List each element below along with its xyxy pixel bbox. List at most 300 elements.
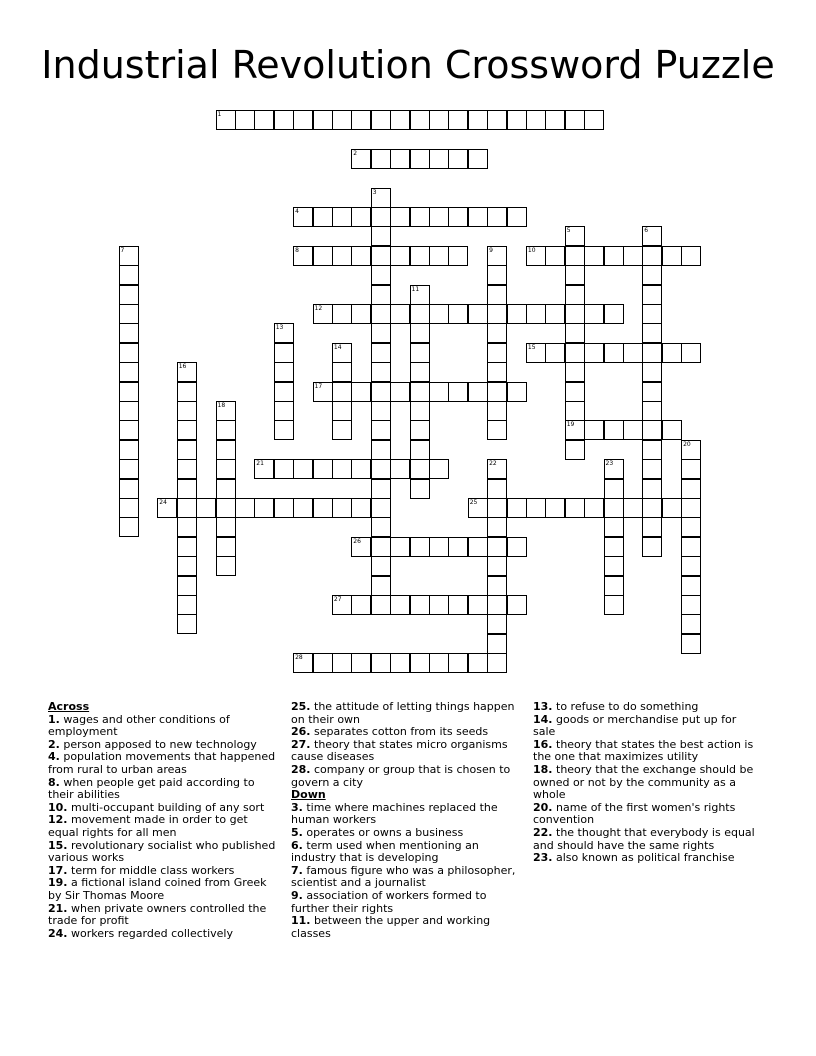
grid-cell[interactable] xyxy=(332,382,352,402)
grid-cell[interactable] xyxy=(351,653,371,673)
grid-cell[interactable] xyxy=(565,110,585,130)
grid-cell[interactable] xyxy=(351,304,371,324)
grid-cell[interactable] xyxy=(468,304,488,324)
grid-cell[interactable] xyxy=(429,459,449,479)
grid-cell[interactable] xyxy=(642,285,662,305)
grid-cell[interactable] xyxy=(274,110,294,130)
grid-cell[interactable] xyxy=(507,498,527,518)
grid-cell[interactable] xyxy=(545,110,565,130)
grid-cell[interactable] xyxy=(371,285,391,305)
grid-cell[interactable] xyxy=(681,556,701,576)
clue-number: 3 xyxy=(372,188,377,196)
grid-cell[interactable] xyxy=(216,440,236,460)
grid-cell[interactable] xyxy=(390,595,410,615)
grid-cell[interactable] xyxy=(177,556,197,576)
grid-cell[interactable] xyxy=(332,343,352,363)
grid-cell[interactable] xyxy=(642,382,662,402)
grid-cell[interactable] xyxy=(274,498,294,518)
grid-cell[interactable] xyxy=(468,537,488,557)
grid-cell[interactable] xyxy=(293,498,313,518)
grid-cell[interactable] xyxy=(429,653,449,673)
grid-cell[interactable] xyxy=(410,595,430,615)
grid-cell[interactable] xyxy=(507,110,527,130)
grid-cell[interactable] xyxy=(274,323,294,343)
grid-cell[interactable] xyxy=(507,595,527,615)
grid-cell[interactable] xyxy=(429,537,449,557)
grid-cell[interactable] xyxy=(623,420,643,440)
grid-cell[interactable] xyxy=(681,576,701,596)
grid-cell[interactable] xyxy=(468,110,488,130)
down-clue xyxy=(533,827,761,852)
grid-cell[interactable] xyxy=(254,110,274,130)
grid-cell[interactable] xyxy=(119,517,139,537)
grid-cell[interactable] xyxy=(390,304,410,324)
grid-cell[interactable] xyxy=(448,149,468,169)
grid-cell[interactable] xyxy=(177,537,197,557)
grid-cell[interactable] xyxy=(487,382,507,402)
grid-cell[interactable] xyxy=(429,246,449,266)
grid-cell[interactable] xyxy=(177,382,197,402)
grid-cell[interactable] xyxy=(448,595,468,615)
grid-cell[interactable] xyxy=(487,479,507,499)
grid-cell[interactable] xyxy=(254,498,274,518)
grid-cell[interactable] xyxy=(274,420,294,440)
grid-cell[interactable] xyxy=(448,246,468,266)
grid-cell[interactable] xyxy=(487,362,507,382)
grid-cell[interactable] xyxy=(526,343,546,363)
grid-cell[interactable] xyxy=(604,420,624,440)
grid-cell[interactable] xyxy=(410,479,430,499)
grid-cell[interactable] xyxy=(487,420,507,440)
clue-text: association of workers formed to further their rights xyxy=(291,888,487,915)
grid-cell[interactable] xyxy=(487,207,507,227)
grid-cell[interactable] xyxy=(448,653,468,673)
grid-cell[interactable] xyxy=(235,110,255,130)
grid-cell[interactable] xyxy=(410,362,430,382)
grid-cell[interactable] xyxy=(565,343,585,363)
grid-cell[interactable] xyxy=(565,401,585,421)
grid-cell[interactable] xyxy=(371,323,391,343)
grid-cell[interactable] xyxy=(410,246,430,266)
grid-cell[interactable] xyxy=(604,498,624,518)
grid-cell[interactable] xyxy=(487,537,507,557)
grid-cell[interactable] xyxy=(487,517,507,537)
grid-cell[interactable] xyxy=(177,498,197,518)
down-clue xyxy=(291,865,519,890)
grid-cell[interactable] xyxy=(487,614,507,634)
grid-cell[interactable] xyxy=(487,246,507,266)
grid-cell[interactable] xyxy=(468,149,488,169)
grid-cell[interactable] xyxy=(642,479,662,499)
grid-cell[interactable] xyxy=(119,440,139,460)
grid-cell[interactable] xyxy=(313,459,333,479)
grid-cell[interactable] xyxy=(351,595,371,615)
grid-cell[interactable] xyxy=(507,304,527,324)
grid-cell[interactable] xyxy=(119,479,139,499)
grid-cell[interactable] xyxy=(429,110,449,130)
grid-cell[interactable] xyxy=(410,343,430,363)
grid-cell[interactable] xyxy=(254,459,274,479)
grid-cell[interactable] xyxy=(545,304,565,324)
grid-cell[interactable] xyxy=(313,304,333,324)
grid-cell[interactable] xyxy=(681,459,701,479)
clue-number: 18 xyxy=(217,402,226,409)
grid-cell[interactable] xyxy=(642,440,662,460)
grid-cell[interactable] xyxy=(371,420,391,440)
grid-cell[interactable] xyxy=(274,343,294,363)
grid-cell[interactable] xyxy=(662,498,682,518)
grid-cell[interactable] xyxy=(332,362,352,382)
clue-number: 15 xyxy=(527,343,536,351)
grid-cell[interactable] xyxy=(642,401,662,421)
grid-cell[interactable] xyxy=(177,420,197,440)
grid-cell[interactable] xyxy=(119,362,139,382)
grid-cell[interactable] xyxy=(293,110,313,130)
grid-cell[interactable] xyxy=(332,110,352,130)
grid-cell[interactable] xyxy=(274,382,294,402)
grid-cell[interactable] xyxy=(410,401,430,421)
grid-cell[interactable] xyxy=(448,207,468,227)
grid-cell[interactable] xyxy=(390,459,410,479)
grid-cell[interactable] xyxy=(565,265,585,285)
grid-cell[interactable] xyxy=(642,343,662,363)
grid-cell[interactable] xyxy=(410,459,430,479)
grid-cell[interactable] xyxy=(313,110,333,130)
grid-cell[interactable] xyxy=(177,440,197,460)
grid-cell[interactable] xyxy=(468,595,488,615)
grid-cell[interactable] xyxy=(410,323,430,343)
grid-cell[interactable] xyxy=(410,207,430,227)
grid-cell[interactable] xyxy=(642,362,662,382)
grid-cell[interactable] xyxy=(448,110,468,130)
grid-cell[interactable] xyxy=(565,246,585,266)
grid-cell[interactable] xyxy=(119,420,139,440)
grid-cell[interactable] xyxy=(371,537,391,557)
grid-cell[interactable] xyxy=(681,537,701,557)
grid-cell[interactable] xyxy=(410,420,430,440)
grid-cell[interactable] xyxy=(662,420,682,440)
grid-cell[interactable] xyxy=(604,537,624,557)
grid-cell[interactable] xyxy=(565,226,585,246)
grid-cell[interactable] xyxy=(313,498,333,518)
grid-cell[interactable] xyxy=(119,323,139,343)
clue-number-label: 27. xyxy=(291,737,311,751)
grid-cell[interactable] xyxy=(157,498,177,518)
grid-cell[interactable] xyxy=(235,498,255,518)
grid-cell[interactable] xyxy=(410,537,430,557)
grid-cell[interactable] xyxy=(623,246,643,266)
grid-cell[interactable] xyxy=(642,226,662,246)
grid-cell[interactable] xyxy=(119,246,139,266)
grid-cell[interactable] xyxy=(119,382,139,402)
grid-cell[interactable] xyxy=(565,382,585,402)
grid-cell[interactable] xyxy=(487,498,507,518)
grid-cell[interactable] xyxy=(623,498,643,518)
grid-cell[interactable] xyxy=(313,382,333,402)
grid-cell[interactable] xyxy=(332,420,352,440)
grid-cell[interactable] xyxy=(487,323,507,343)
grid-cell[interactable] xyxy=(604,304,624,324)
grid-cell[interactable] xyxy=(681,498,701,518)
grid-cell[interactable] xyxy=(216,556,236,576)
grid-cell[interactable] xyxy=(119,304,139,324)
grid-cell[interactable] xyxy=(487,110,507,130)
grid-cell[interactable] xyxy=(604,459,624,479)
grid-cell[interactable] xyxy=(371,595,391,615)
grid-cell[interactable] xyxy=(545,343,565,363)
grid-cell[interactable] xyxy=(526,246,546,266)
grid-cell[interactable] xyxy=(584,246,604,266)
grid-cell[interactable] xyxy=(371,498,391,518)
grid-cell[interactable] xyxy=(119,401,139,421)
grid-cell[interactable] xyxy=(177,459,197,479)
grid-cell[interactable] xyxy=(177,576,197,596)
grid-cell[interactable] xyxy=(371,246,391,266)
grid-cell[interactable] xyxy=(390,149,410,169)
grid-cell[interactable] xyxy=(642,420,662,440)
grid-cell[interactable] xyxy=(216,517,236,537)
grid-cell[interactable] xyxy=(371,110,391,130)
grid-cell[interactable] xyxy=(371,382,391,402)
grid-cell[interactable] xyxy=(429,304,449,324)
grid-cell[interactable] xyxy=(332,304,352,324)
grid-cell[interactable] xyxy=(371,188,391,208)
grid-cell[interactable] xyxy=(371,517,391,537)
grid-cell[interactable] xyxy=(681,440,701,460)
grid-cell[interactable] xyxy=(371,576,391,596)
grid-cell[interactable] xyxy=(487,401,507,421)
grid-cell[interactable] xyxy=(216,110,236,130)
grid-cell[interactable] xyxy=(468,382,488,402)
grid-cell[interactable] xyxy=(371,265,391,285)
grid-cell[interactable] xyxy=(332,207,352,227)
grid-cell[interactable] xyxy=(216,401,236,421)
clue-text: also known as political franchise xyxy=(556,851,735,865)
grid-cell[interactable] xyxy=(429,207,449,227)
grid-cell[interactable] xyxy=(216,537,236,557)
grid-cell[interactable] xyxy=(642,498,662,518)
grid-cell[interactable] xyxy=(371,401,391,421)
grid-cell[interactable] xyxy=(642,265,662,285)
grid-cell[interactable] xyxy=(410,440,430,460)
grid-cell[interactable] xyxy=(565,498,585,518)
grid-cell[interactable] xyxy=(216,498,236,518)
grid-cell[interactable] xyxy=(371,362,391,382)
grid-cell[interactable] xyxy=(429,382,449,402)
grid-cell[interactable] xyxy=(351,207,371,227)
grid-cell[interactable] xyxy=(487,343,507,363)
grid-cell[interactable] xyxy=(487,556,507,576)
grid-cell[interactable] xyxy=(351,459,371,479)
grid-cell[interactable] xyxy=(681,343,701,363)
grid-cell[interactable] xyxy=(429,595,449,615)
grid-cell[interactable] xyxy=(487,653,507,673)
grid-cell[interactable] xyxy=(216,420,236,440)
grid-cell[interactable] xyxy=(681,634,701,654)
grid-cell[interactable] xyxy=(351,537,371,557)
grid-cell[interactable] xyxy=(410,149,430,169)
grid-cell[interactable] xyxy=(177,362,197,382)
grid-cell[interactable] xyxy=(565,304,585,324)
grid-cell[interactable] xyxy=(410,110,430,130)
grid-cell[interactable] xyxy=(274,401,294,421)
grid-cell[interactable] xyxy=(371,343,391,363)
grid-cell[interactable] xyxy=(623,343,643,363)
grid-cell[interactable] xyxy=(119,343,139,363)
grid-cell[interactable] xyxy=(177,401,197,421)
grid-cell[interactable] xyxy=(332,595,352,615)
grid-cell[interactable] xyxy=(604,343,624,363)
grid-cell[interactable] xyxy=(468,498,488,518)
clue-text: company or group that is chosen to govern a city xyxy=(291,762,511,789)
grid-cell[interactable] xyxy=(119,459,139,479)
grid-cell[interactable] xyxy=(604,595,624,615)
grid-cell[interactable] xyxy=(526,498,546,518)
grid-cell[interactable] xyxy=(410,304,430,324)
grid-cell[interactable] xyxy=(274,459,294,479)
grid-cell[interactable] xyxy=(565,323,585,343)
grid-cell[interactable] xyxy=(390,537,410,557)
grid-cell[interactable] xyxy=(448,382,468,402)
grid-cell[interactable] xyxy=(584,343,604,363)
grid-cell[interactable] xyxy=(487,459,507,479)
grid-cell[interactable] xyxy=(371,440,391,460)
grid-cell[interactable] xyxy=(448,304,468,324)
grid-cell[interactable] xyxy=(371,304,391,324)
clue-text: famous figure who was a philosopher, scientist and a journalist xyxy=(291,863,516,890)
grid-cell[interactable] xyxy=(545,498,565,518)
across-clue xyxy=(291,701,519,726)
grid-cell[interactable] xyxy=(487,285,507,305)
grid-cell[interactable] xyxy=(371,149,391,169)
grid-cell[interactable] xyxy=(371,459,391,479)
grid-cell[interactable] xyxy=(371,226,391,246)
grid-cell[interactable] xyxy=(448,537,468,557)
grid-cell[interactable] xyxy=(545,246,565,266)
grid-cell[interactable] xyxy=(390,207,410,227)
grid-cell[interactable] xyxy=(681,595,701,615)
grid-cell[interactable] xyxy=(390,653,410,673)
grid-cell[interactable] xyxy=(390,246,410,266)
grid-cell[interactable] xyxy=(313,653,333,673)
down-clue xyxy=(533,764,761,802)
grid-cell[interactable] xyxy=(351,110,371,130)
grid-cell[interactable] xyxy=(119,498,139,518)
grid-cell[interactable] xyxy=(604,246,624,266)
grid-cell[interactable] xyxy=(371,653,391,673)
grid-cell[interactable] xyxy=(293,459,313,479)
grid-cell[interactable] xyxy=(410,382,430,402)
grid-cell[interactable] xyxy=(351,246,371,266)
grid-cell[interactable] xyxy=(332,459,352,479)
grid-cell[interactable] xyxy=(487,304,507,324)
grid-cell[interactable] xyxy=(604,517,624,537)
grid-cell[interactable] xyxy=(177,479,197,499)
grid-cell[interactable] xyxy=(487,595,507,615)
grid-cell[interactable] xyxy=(390,110,410,130)
grid-cell[interactable] xyxy=(487,265,507,285)
grid-cell[interactable] xyxy=(468,207,488,227)
grid-cell[interactable] xyxy=(681,614,701,634)
grid-cell[interactable] xyxy=(274,362,294,382)
grid-cell[interactable] xyxy=(313,246,333,266)
grid-cell[interactable] xyxy=(351,498,371,518)
down-clue xyxy=(533,739,761,764)
grid-cell[interactable] xyxy=(410,653,430,673)
grid-cell[interactable] xyxy=(604,479,624,499)
grid-cell[interactable] xyxy=(526,304,546,324)
grid-cell[interactable] xyxy=(507,537,527,557)
grid-cell[interactable] xyxy=(177,517,197,537)
grid-cell[interactable] xyxy=(119,265,139,285)
clue-number: 17 xyxy=(314,382,323,390)
grid-cell[interactable] xyxy=(332,246,352,266)
grid-cell[interactable] xyxy=(565,420,585,440)
grid-cell[interactable] xyxy=(565,362,585,382)
grid-cell[interactable] xyxy=(681,517,701,537)
grid-cell[interactable] xyxy=(351,382,371,402)
grid-cell[interactable] xyxy=(216,459,236,479)
clue-number: 22 xyxy=(489,460,497,468)
grid-cell[interactable] xyxy=(216,479,236,499)
grid-cell[interactable] xyxy=(332,653,352,673)
grid-cell[interactable] xyxy=(584,498,604,518)
grid-cell[interactable] xyxy=(487,576,507,596)
grid-cell[interactable] xyxy=(662,246,682,266)
grid-cell[interactable] xyxy=(565,285,585,305)
grid-cell[interactable] xyxy=(371,479,391,499)
grid-cell[interactable] xyxy=(429,149,449,169)
grid-cell[interactable] xyxy=(604,576,624,596)
grid-cell[interactable] xyxy=(681,479,701,499)
grid-cell[interactable] xyxy=(642,304,662,324)
grid-cell[interactable] xyxy=(584,304,604,324)
grid-cell[interactable] xyxy=(642,246,662,266)
grid-cell[interactable] xyxy=(507,382,527,402)
grid-cell[interactable] xyxy=(565,440,585,460)
grid-cell[interactable] xyxy=(196,498,216,518)
grid-cell[interactable] xyxy=(177,614,197,634)
grid-cell[interactable] xyxy=(584,420,604,440)
grid-cell[interactable] xyxy=(371,556,391,576)
grid-cell[interactable] xyxy=(662,343,682,363)
grid-cell[interactable] xyxy=(487,634,507,654)
grid-cell[interactable] xyxy=(313,207,333,227)
grid-cell[interactable] xyxy=(642,537,662,557)
grid-cell[interactable] xyxy=(119,285,139,305)
grid-cell[interactable] xyxy=(177,595,197,615)
grid-cell[interactable] xyxy=(584,110,604,130)
grid-cell[interactable] xyxy=(507,207,527,227)
grid-cell[interactable] xyxy=(642,459,662,479)
grid-cell[interactable] xyxy=(293,653,313,673)
clue-number: 28 xyxy=(295,654,303,662)
grid-cell[interactable] xyxy=(604,556,624,576)
grid-cell[interactable] xyxy=(293,246,313,266)
grid-cell[interactable] xyxy=(410,285,430,305)
grid-cell[interactable] xyxy=(642,323,662,343)
grid-cell[interactable] xyxy=(390,382,410,402)
grid-cell[interactable] xyxy=(332,401,352,421)
grid-cell[interactable] xyxy=(332,498,352,518)
grid-cell[interactable] xyxy=(526,110,546,130)
grid-cell[interactable] xyxy=(371,207,391,227)
grid-cell[interactable] xyxy=(351,149,371,169)
grid-cell[interactable] xyxy=(468,653,488,673)
grid-cell[interactable] xyxy=(681,246,701,266)
grid-cell[interactable] xyxy=(642,517,662,537)
grid-cell[interactable] xyxy=(293,207,313,227)
